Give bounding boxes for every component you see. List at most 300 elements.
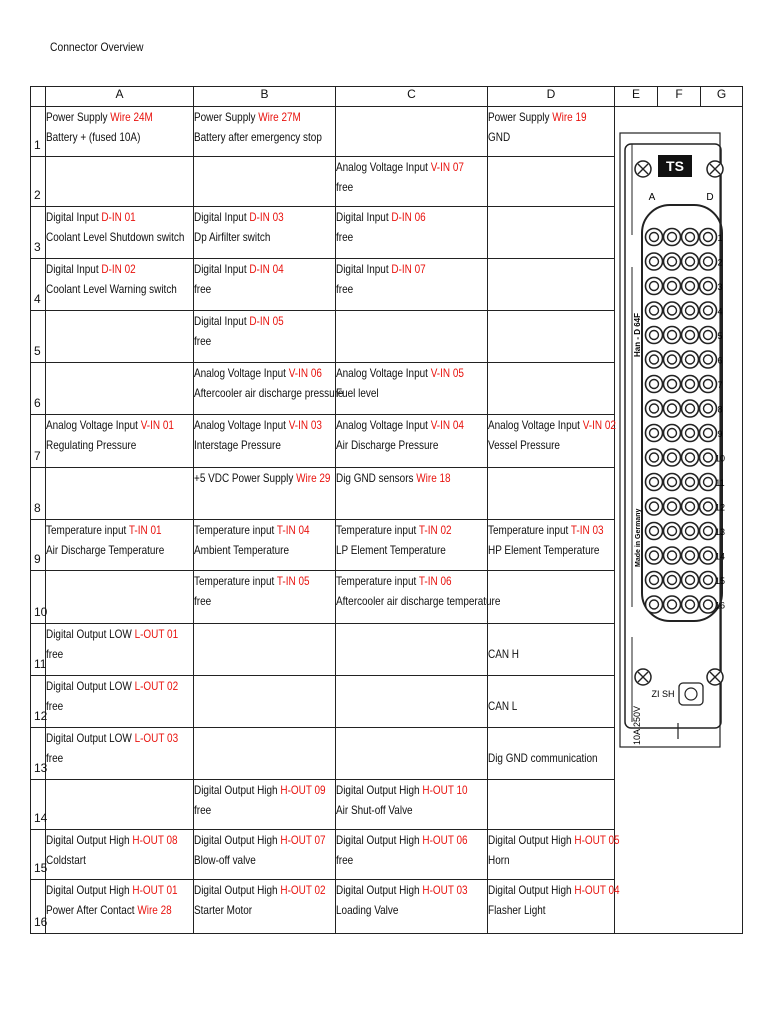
pin-icon [700,425,717,442]
cell-line [46,644,168,664]
pin-row-number: 14 [714,551,726,562]
page-title: Connector Overview [50,40,144,54]
pin-icon [646,327,663,344]
cell-text: Battery after emergency stop [194,130,322,144]
signal-code: D-IN 04 [249,262,284,276]
cell-text: Analog Voltage Input [336,160,431,174]
row-number [31,728,46,780]
cell-line [488,696,593,716]
pin-icon [664,253,681,270]
cell-line [488,435,593,455]
signal-code: V-IN 02 [582,418,616,432]
cell-b8 [194,468,336,520]
cell-text: CAN L [488,699,518,713]
pin-icon [682,400,699,417]
pin-icon [646,302,663,319]
cell-line [336,830,468,850]
cell-text: Power Supply [194,110,259,124]
signal-code: V-IN 01 [140,418,174,432]
signal-code: T-IN 03 [570,523,604,537]
cell-text: Coolant Level Warning switch [46,282,177,296]
row-number-label: 3 [34,240,41,254]
cell-c9 [336,520,488,571]
cell-text: +5 VDC Power Supply [194,471,297,485]
pin-icon [646,474,663,491]
ground-terminal [679,683,703,705]
cell-line [336,850,461,870]
cell-text: free [336,853,354,867]
cell-text: Fuel level [336,386,379,400]
pin-icon [664,498,681,515]
cell-line [46,207,168,227]
row-number-label: 11 [34,657,47,671]
cell-line [336,227,461,247]
cell-line [46,850,168,870]
cell-line [194,435,311,455]
row-number-label: 13 [34,761,48,775]
rating-label: 10A 250V [632,705,642,745]
row-number [31,624,46,676]
signal-code: H-OUT 01 [132,883,178,897]
pin-icon [700,474,717,491]
cell-c8 [336,468,488,520]
cell-text: Aftercooler air discharge pressure [194,386,344,400]
cell-line [488,107,593,127]
cell-text: Digital Output High [488,883,575,897]
cell-b13 [194,728,336,780]
cell-line [336,157,464,177]
cell-text: Digital Output LOW [46,627,135,641]
signal-code: D-IN 06 [391,210,426,224]
cell-line [194,227,311,247]
pin-row-number: 13 [714,527,726,537]
cell-d10 [488,571,615,624]
cell-a9 [46,520,194,571]
cell-a2 [46,157,194,207]
cell-line [336,415,464,435]
pin-row-number: 5 [717,331,723,341]
cell-line [194,363,322,383]
cell-line [488,880,620,900]
pin-icon [664,327,681,344]
cell-text: Digital Output High [194,783,281,797]
cell-d15 [488,830,620,880]
signal-code: H-OUT 02 [280,883,326,897]
pin-icon [646,498,663,515]
signal-code: T-IN 04 [276,523,310,537]
pin-icon [700,596,717,613]
pin-icon [646,425,663,442]
row-number-label: 2 [34,188,41,202]
cell-a7 [46,415,194,468]
cell-c3 [336,207,488,259]
cell-b14 [194,780,336,830]
cell-b15 [194,830,336,880]
cell-line [194,571,311,591]
pin-icon [664,523,681,540]
cell-b3 [194,207,336,259]
pin-icon [682,498,699,515]
cell-a4 [46,259,194,311]
cell-line [336,468,461,488]
pin-icon [682,376,699,393]
cell-text: Temperature input [336,574,419,588]
cell-line [488,830,620,850]
signal-code: V-IN 04 [430,418,464,432]
row-number-label: 7 [34,449,41,463]
cell-a14 [46,780,194,830]
cell-c16 [336,880,488,934]
cell-line [46,107,168,127]
cell-d1 [488,107,615,157]
pin-icon [682,327,699,344]
signal-code: D-IN 07 [391,262,426,276]
cell-text: Digital Output High [194,833,281,847]
pin-row-number: 4 [717,306,723,317]
cell-d5 [488,311,615,363]
cell-line [488,624,593,644]
cell-line [336,540,461,560]
cell-a1 [46,107,194,157]
cell-line [336,900,461,920]
pin-icon [700,229,717,246]
row-number [31,468,46,520]
brand-logo-text: TS [666,158,684,174]
pin-icon [664,547,681,564]
signal-code: T-IN 02 [418,523,452,537]
cell-line [336,571,461,591]
cell-c4 [336,259,488,311]
row-number [31,571,46,624]
pin-icon [664,229,681,246]
signal-code: H-OUT 07 [280,833,326,847]
pin-icon [682,547,699,564]
cell-text: Digital Input [194,314,250,328]
connector-diagram-cell [615,107,743,934]
cell-text: Digital Output High [336,883,423,897]
cell-line [488,415,616,435]
ground-screw-icon [685,688,697,700]
cell-line [336,435,461,455]
cell-text: Temperature input [194,523,277,537]
cell-text: Dig GND sensors [336,471,417,485]
cell-text: free [46,699,64,713]
cell-text: Starter Motor [194,903,253,917]
row-number-label: 9 [34,552,41,566]
signal-code: L-OUT 03 [134,731,179,745]
cell-line [336,780,468,800]
cell-line [336,880,468,900]
cell-text: Air Discharge Temperature [46,543,165,557]
cell-text: free [194,803,212,817]
cell-line [336,279,461,299]
column-header-b: B [194,87,336,107]
pin-icon [682,302,699,319]
cell-line [46,435,168,455]
row-number [31,676,46,728]
cell-text: Digital Input [194,262,250,276]
pin-icon [664,449,681,466]
cell-text: Digital Output High [46,883,133,897]
cell-text: Horn [488,853,510,867]
row-number-label: 1 [34,138,41,152]
cell-text: Air Shut-off Valve [336,803,413,817]
cell-line [488,676,593,696]
cell-text: Loading Valve [336,903,399,917]
cell-line [46,259,168,279]
cell-text: Dp Airfilter switch [194,230,271,244]
cell-line [46,830,178,850]
table-body [31,107,743,934]
pin-icon [664,351,681,368]
pin-icon [700,327,717,344]
cell-text: Digital Input [46,210,102,224]
cell-text: free [336,180,354,194]
cell-text: free [194,594,212,608]
cell-text: Coldstart [46,853,86,867]
pin-row-number: 11 [715,478,725,488]
signal-code: H-OUT 09 [280,783,326,797]
cell-text: HP Element Temperature [488,543,600,557]
cell-text: free [46,647,64,661]
row-number [31,415,46,468]
cell-text: Coolant Level Shutdown switch [46,230,185,244]
cell-line [46,728,179,748]
cell-text: Digital Output High [336,783,423,797]
pin-icon [646,523,663,540]
pin-icon [700,351,717,368]
cell-line [488,540,600,560]
pin-icon [664,425,681,442]
cell-d11 [488,624,615,676]
cell-line [488,900,593,920]
pin-icon [700,376,717,393]
cell-text: Power After Contact [46,903,138,917]
pin-icon [664,572,681,589]
row-number-label: 15 [34,861,48,875]
row-number [31,259,46,311]
cell-line [194,830,326,850]
cell-text: Power Supply [488,110,553,124]
cell-text: free [194,334,212,348]
cell-c12 [336,676,488,728]
pin-icon [682,596,699,613]
cell-line [194,540,311,560]
cell-b12 [194,676,336,728]
made-in-label: Made in Germany [635,508,642,567]
cell-c1 [336,107,488,157]
cell-line [194,900,311,920]
pin-row-number: 9 [717,429,723,439]
cell-text: Analog Voltage Input [336,418,431,432]
cell-d12 [488,676,615,728]
signal-code: T-IN 01 [128,523,162,537]
cell-text: Digital Output High [336,833,423,847]
cell-d14 [488,780,615,830]
signal-code: H-OUT 08 [132,833,178,847]
signal-code: D-IN 05 [249,314,284,328]
cell-line [46,880,178,900]
cell-text: Digital Output High [46,833,133,847]
pin-icon [682,278,699,295]
row-number [31,207,46,259]
cell-c15 [336,830,488,880]
cell-b10 [194,571,336,624]
row-number-label: 12 [34,709,48,723]
signal-code: Wire 24M [110,110,153,124]
column-header-f: F [658,87,701,107]
cell-line [194,415,322,435]
cell-text: Temperature input [194,574,277,588]
cell-text: free [194,282,212,296]
row-number-label: 4 [34,292,41,306]
pin-row-number: 16 [714,600,726,611]
cell-b2 [194,157,336,207]
pin-icon [664,596,681,613]
cell-text: Digital Input [336,210,392,224]
cell-line [336,177,461,197]
pin-icon [700,253,717,270]
cell-line [46,696,168,716]
row-number-label: 16 [34,915,48,929]
connector-pinout-image [615,107,743,757]
cell-text: Power Supply [46,110,111,124]
cell-line [46,540,168,560]
row-number-label: 5 [34,344,41,358]
pin-row-number: 15 [714,576,726,586]
signal-code: H-OUT 05 [574,833,620,847]
cell-text: Analog Voltage Input [194,366,289,380]
cell-text: free [46,751,64,765]
cell-text: Digital Input [336,262,392,276]
cell-text: Digital Output LOW [46,731,135,745]
cell-text: Digital Input [194,210,250,224]
pin-row-number: 1 [717,233,723,243]
cell-line [46,279,177,299]
pin-icon [700,498,717,515]
cell-b7 [194,415,336,468]
signal-code: Wire 19 [552,110,587,124]
connector-table [30,86,743,934]
cell-line [336,520,461,540]
cell-b9 [194,520,336,571]
signal-code: H-OUT 03 [422,883,468,897]
pin-icon [682,351,699,368]
table-row [31,107,743,157]
cell-d2 [488,157,615,207]
cell-line [194,850,311,870]
cell-a10 [46,571,194,624]
pin-icon [664,400,681,417]
cell-text: Digital Output High [194,883,281,897]
row-number-label: 14 [34,811,48,825]
corner-cell [31,87,46,107]
signal-code: H-OUT 10 [422,783,468,797]
cell-text: LP Element Temperature [336,543,446,557]
cell-a3 [46,207,194,259]
cell-d16 [488,880,620,934]
cell-text: Temperature input [336,523,419,537]
cell-line [46,520,168,540]
cell-line [488,850,593,870]
column-header-d: D [488,87,615,107]
pin-icon [682,253,699,270]
cell-b4 [194,259,336,311]
cell-text: free [336,230,354,244]
cell-text: Analog Voltage Input [194,418,289,432]
cell-line [194,383,344,403]
cell-text: Vessel Pressure [488,438,560,452]
cell-text: Flasher Light [488,903,546,917]
signal-code: Wire 27M [258,110,301,124]
cell-d13 [488,728,615,780]
pin-column-label: D [706,192,714,203]
cell-c10 [336,571,501,624]
pin-icon [646,449,663,466]
cell-c7 [336,415,488,468]
pin-icon [682,449,699,466]
pin-icon [682,523,699,540]
row-number [31,880,46,934]
cell-line [194,591,311,611]
cell-line [46,748,168,768]
signal-code: T-IN 06 [418,574,452,588]
column-header-g: G [701,87,743,107]
cell-line [194,279,311,299]
cell-text: free [336,282,354,296]
row-number-label: 8 [34,501,41,515]
cell-line [194,259,311,279]
row-number [31,780,46,830]
cell-d8 [488,468,615,520]
signal-code: H-OUT 04 [574,883,620,897]
row-number [31,157,46,207]
cell-a15 [46,830,194,880]
cell-line [194,880,326,900]
cell-text: CAN H [488,647,519,661]
cell-line [488,520,604,540]
cell-text: Digital Output High [488,833,575,847]
pin-row-number: 6 [717,355,723,366]
cell-line [336,259,461,279]
cell-b11 [194,624,336,676]
cell-text: Analog Voltage Input [46,418,141,432]
cell-line [194,800,311,820]
signal-code: L-OUT 02 [134,679,179,693]
cell-a6 [46,363,194,415]
pin-icon [700,449,717,466]
cell-text: Dig GND communication [488,751,598,765]
row-number [31,311,46,363]
pin-icon [700,572,717,589]
cell-line [46,127,168,147]
cell-d9 [488,520,615,571]
cell-line [488,644,593,664]
column-header-c: C [336,87,488,107]
row-number-label: 10 [34,605,48,619]
cell-c2 [336,157,488,207]
cell-line [336,800,461,820]
cell-text: Temperature input [488,523,571,537]
cell-line [194,780,326,800]
pin-row-number: 10 [714,453,726,464]
cell-c14 [336,780,488,830]
pin-icon [646,547,663,564]
cell-c13 [336,728,488,780]
signal-code: V-IN 06 [288,366,322,380]
cell-line [46,624,179,644]
cell-a13 [46,728,194,780]
